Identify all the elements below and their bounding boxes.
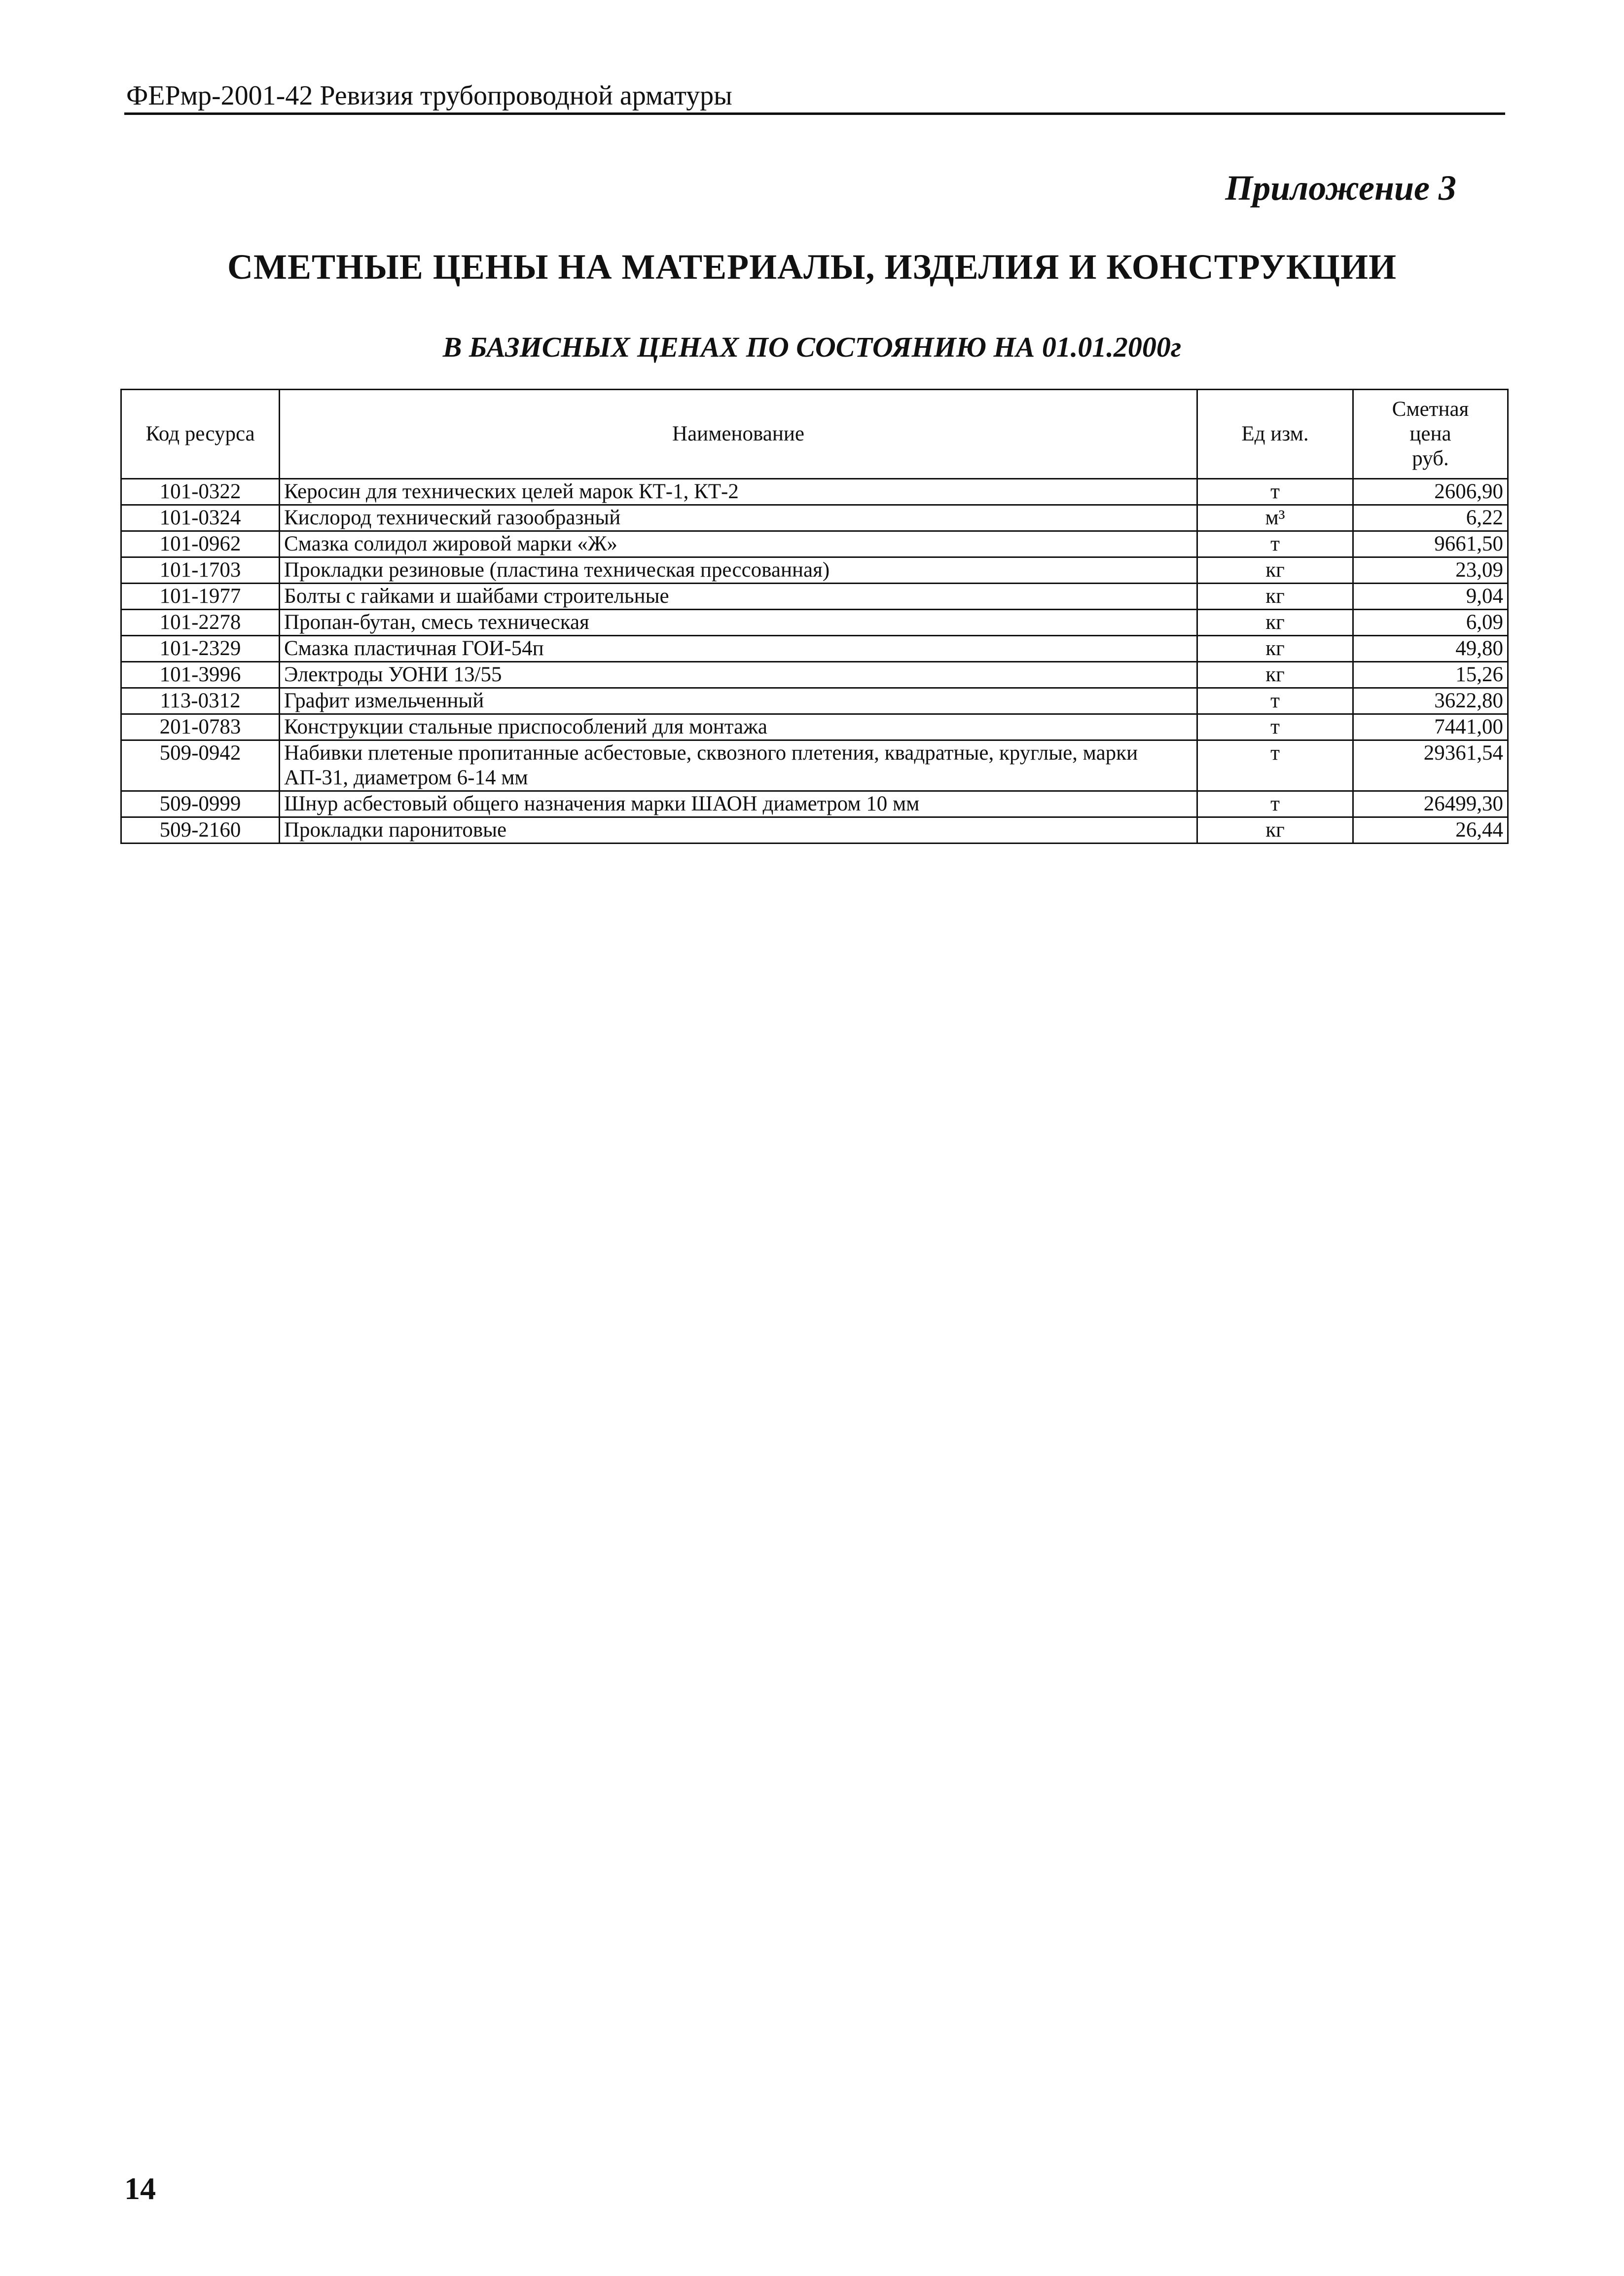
cell-code: 113-0312 bbox=[121, 688, 280, 714]
cell-price: 49,80 bbox=[1353, 636, 1508, 662]
table-row bbox=[121, 662, 1508, 688]
cell-price: 2606,90 bbox=[1353, 479, 1508, 505]
column-header-code: Код ресурса bbox=[121, 390, 280, 479]
running-header-title: ФЕРмр-2001-42 Ревизия трубопроводной арматуры bbox=[126, 80, 732, 111]
cell-code: 101-2329 bbox=[121, 636, 280, 662]
page-number: 14 bbox=[124, 2171, 156, 2206]
column-header-price bbox=[1353, 390, 1508, 479]
cell-name: Шнур асбестовый общего назначения марки ШАОН диаметром 10 мм bbox=[280, 791, 1197, 817]
cell-price: 9661,50 bbox=[1353, 531, 1508, 557]
cell-code: 201-0783 bbox=[121, 714, 280, 740]
table-row bbox=[121, 740, 1508, 791]
cell-name: Конструкции стальные приспособлений для монтажа bbox=[280, 714, 1197, 740]
table-row bbox=[121, 817, 1508, 844]
cell-code: 509-0942 bbox=[121, 740, 280, 791]
column-header-price-line1: Сметная bbox=[1392, 398, 1469, 421]
cell-price: 7441,00 bbox=[1353, 714, 1508, 740]
cell-unit: кг bbox=[1197, 610, 1353, 636]
cell-name: Керосин для технических целей марок КТ-1, КТ-2 bbox=[280, 479, 1197, 505]
cell-unit: кг bbox=[1197, 636, 1353, 662]
cell-code: 101-2278 bbox=[121, 610, 280, 636]
cell-code: 101-1703 bbox=[121, 557, 280, 584]
appendix-label: Приложение 3 bbox=[1225, 168, 1456, 208]
cell-name: Прокладки паронитовые bbox=[280, 817, 1197, 844]
cell-code: 101-3996 bbox=[121, 662, 280, 688]
cell-unit: т bbox=[1197, 791, 1353, 817]
cell-name: Кислород технический газообразный bbox=[280, 505, 1197, 531]
table-row bbox=[121, 610, 1508, 636]
column-header-price-line2: цена bbox=[1409, 422, 1451, 445]
cell-price: 6,09 bbox=[1353, 610, 1508, 636]
cell-unit: м³ bbox=[1197, 505, 1353, 531]
cell-unit: т bbox=[1197, 479, 1353, 505]
page-title: СМЕТНЫЕ ЦЕНЫ НА МАТЕРИАЛЫ, ИЗДЕЛИЯ И КОНСТРУКЦИИ bbox=[227, 247, 1397, 287]
cell-code: 101-0322 bbox=[121, 479, 280, 505]
cell-price: 15,26 bbox=[1353, 662, 1508, 688]
cell-unit: кг bbox=[1197, 557, 1353, 584]
page-subtitle: В БАЗИСНЫХ ЦЕНАХ ПО СОСТОЯНИЮ НА 01.01.2000г bbox=[442, 331, 1182, 363]
cell-price: 23,09 bbox=[1353, 557, 1508, 584]
cell-price: 3622,80 bbox=[1353, 688, 1508, 714]
running-header bbox=[124, 74, 1505, 115]
table-row bbox=[121, 791, 1508, 817]
cell-price: 26499,30 bbox=[1353, 791, 1508, 817]
cell-name: Графит измельченный bbox=[280, 688, 1197, 714]
column-header-price-line3: руб. bbox=[1412, 447, 1449, 470]
column-header-name: Наименование bbox=[280, 390, 1197, 479]
table-row bbox=[121, 479, 1508, 505]
cell-price: 6,22 bbox=[1353, 505, 1508, 531]
cell-name: Набивки плетеные пропитанные асбестовые, сквозного плетения, квадратные, круглые, марки АП-31, диаметром 6-14 мм bbox=[280, 740, 1197, 791]
cell-unit: т bbox=[1197, 688, 1353, 714]
cell-unit: т bbox=[1197, 714, 1353, 740]
table-body bbox=[121, 479, 1508, 844]
table-row bbox=[121, 531, 1508, 557]
cell-code: 101-0324 bbox=[121, 505, 280, 531]
cell-unit: т bbox=[1197, 740, 1353, 791]
column-header-unit: Ед изм. bbox=[1197, 390, 1353, 479]
table-row bbox=[121, 636, 1508, 662]
cell-price: 29361,54 bbox=[1353, 740, 1508, 791]
cell-name: Пропан-бутан, смесь техническая bbox=[280, 610, 1197, 636]
cell-name: Смазка пластичная ГОИ-54п bbox=[280, 636, 1197, 662]
cell-name: Смазка солидол жировой марки «Ж» bbox=[280, 531, 1197, 557]
cell-name: Болты с гайками и шайбами строительные bbox=[280, 584, 1197, 610]
cell-unit: кг bbox=[1197, 584, 1353, 610]
cell-name: Электроды УОНИ 13/55 bbox=[280, 662, 1197, 688]
cell-code: 101-1977 bbox=[121, 584, 280, 610]
table-row bbox=[121, 557, 1508, 584]
cell-unit: кг bbox=[1197, 817, 1353, 844]
table-row bbox=[121, 688, 1508, 714]
cell-unit: кг bbox=[1197, 662, 1353, 688]
cell-unit: т bbox=[1197, 531, 1353, 557]
cell-code: 509-2160 bbox=[121, 817, 280, 844]
price-table bbox=[120, 389, 1509, 844]
cell-code: 509-0999 bbox=[121, 791, 280, 817]
cell-name: Прокладки резиновые (пластина техническая прессованная) bbox=[280, 557, 1197, 584]
table-row bbox=[121, 505, 1508, 531]
cell-price: 26,44 bbox=[1353, 817, 1508, 844]
cell-code: 101-0962 bbox=[121, 531, 280, 557]
table-row bbox=[121, 714, 1508, 740]
cell-price: 9,04 bbox=[1353, 584, 1508, 610]
table-header-row bbox=[121, 390, 1508, 479]
table-row bbox=[121, 584, 1508, 610]
